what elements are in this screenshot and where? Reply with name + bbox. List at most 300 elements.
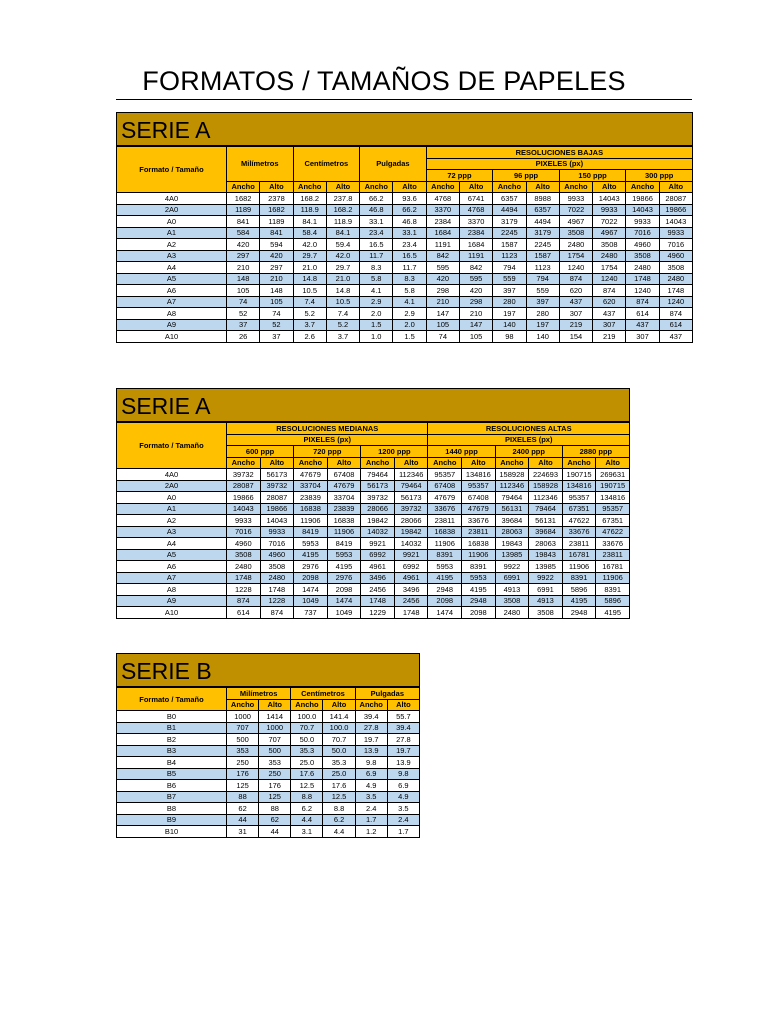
- value-cell: 95357: [596, 503, 630, 515]
- value-cell: 28066: [394, 515, 428, 527]
- value-cell: 9.8: [355, 757, 387, 769]
- dimension-header: Ancho: [428, 457, 462, 469]
- value-cell: 2976: [327, 572, 361, 584]
- value-cell: 8391: [428, 549, 462, 561]
- value-cell: 56173: [260, 469, 294, 481]
- value-cell: 297: [260, 262, 293, 274]
- value-cell: 3496: [361, 572, 395, 584]
- value-cell: 42.0: [293, 239, 326, 251]
- value-cell: 4967: [559, 216, 592, 228]
- value-cell: 13985: [529, 561, 563, 573]
- table-row: [117, 204, 693, 216]
- value-cell: 6992: [394, 561, 428, 573]
- value-cell: 4195: [596, 607, 630, 619]
- value-cell: 62: [259, 814, 291, 826]
- value-cell: 35.3: [291, 745, 323, 757]
- value-cell: 23839: [327, 503, 361, 515]
- value-cell: 6.9: [355, 768, 387, 780]
- value-cell: 437: [626, 319, 659, 331]
- value-cell: 134816: [562, 480, 596, 492]
- value-cell: 3508: [626, 250, 659, 262]
- value-cell: 9922: [495, 561, 529, 573]
- value-cell: 47622: [596, 526, 630, 538]
- value-cell: 13985: [495, 549, 529, 561]
- value-cell: 219: [593, 331, 626, 343]
- value-cell: 9933: [659, 227, 692, 239]
- table-row: [117, 538, 630, 550]
- value-cell: 147: [426, 308, 459, 320]
- value-cell: 197: [493, 308, 526, 320]
- table-row: [117, 285, 693, 297]
- value-cell: 2948: [562, 607, 596, 619]
- value-cell: 2480: [626, 262, 659, 274]
- value-cell: 4967: [593, 227, 626, 239]
- value-cell: 4195: [462, 584, 496, 596]
- value-cell: 5896: [562, 584, 596, 596]
- value-cell: 19842: [394, 526, 428, 538]
- value-cell: 8.3: [360, 262, 393, 274]
- dimension-header: Ancho: [227, 457, 261, 469]
- value-cell: 5896: [596, 595, 630, 607]
- value-cell: 125: [227, 780, 259, 792]
- table-row: [117, 572, 630, 584]
- value-cell: 2098: [294, 572, 328, 584]
- format-name-cell: A9: [117, 595, 227, 607]
- value-cell: 8391: [596, 584, 630, 596]
- value-cell: 28087: [227, 480, 261, 492]
- format-name-cell: 4A0: [117, 193, 227, 205]
- value-cell: 46.8: [360, 204, 393, 216]
- dpi-header: 720 ppp: [294, 446, 361, 458]
- table-row: [117, 607, 630, 619]
- column-group-header: RESOLUCIONES MEDIANAS: [227, 423, 428, 435]
- value-cell: 3508: [593, 239, 626, 251]
- value-cell: 23839: [294, 492, 328, 504]
- value-cell: 737: [294, 607, 328, 619]
- format-name-cell: B2: [117, 734, 227, 746]
- value-cell: 33704: [327, 492, 361, 504]
- value-cell: 11906: [428, 538, 462, 550]
- value-cell: 6.2: [323, 814, 355, 826]
- value-cell: 19866: [227, 492, 261, 504]
- value-cell: 37: [260, 331, 293, 343]
- value-cell: 25.0: [323, 768, 355, 780]
- value-cell: 1754: [559, 250, 592, 262]
- table-row: [117, 722, 420, 734]
- value-cell: 1748: [394, 607, 428, 619]
- format-name-cell: B6: [117, 780, 227, 792]
- value-cell: 2456: [394, 595, 428, 607]
- value-cell: 4.9: [355, 780, 387, 792]
- value-cell: 190715: [562, 469, 596, 481]
- value-cell: 88: [227, 791, 259, 803]
- format-name-cell: A1: [117, 503, 227, 515]
- table-row: [117, 734, 420, 746]
- value-cell: 2.4: [387, 814, 419, 826]
- value-cell: 2098: [428, 595, 462, 607]
- table-row: [117, 584, 630, 596]
- value-cell: 112346: [495, 480, 529, 492]
- table-row: [117, 262, 693, 274]
- value-cell: 307: [626, 331, 659, 343]
- value-cell: 8988: [526, 193, 559, 205]
- value-cell: 134816: [596, 492, 630, 504]
- column-group-header: Pulgadas: [355, 688, 419, 700]
- value-cell: 3.5: [387, 803, 419, 815]
- dpi-header: 1440 ppp: [428, 446, 495, 458]
- value-cell: 1474: [327, 595, 361, 607]
- value-cell: 420: [260, 250, 293, 262]
- table-row: [117, 308, 693, 320]
- value-cell: 1.5: [360, 319, 393, 331]
- value-cell: 33676: [428, 503, 462, 515]
- value-cell: 9933: [260, 526, 294, 538]
- value-cell: 5953: [462, 572, 496, 584]
- value-cell: 1748: [361, 595, 395, 607]
- value-cell: 105: [227, 285, 260, 297]
- value-cell: 79464: [495, 492, 529, 504]
- value-cell: 29.7: [326, 262, 359, 274]
- value-cell: 707: [227, 722, 259, 734]
- value-cell: 93.6: [393, 193, 426, 205]
- format-name-cell: B9: [117, 814, 227, 826]
- table-row: [117, 780, 420, 792]
- value-cell: 3.1: [291, 826, 323, 838]
- format-name-cell: 2A0: [117, 480, 227, 492]
- value-cell: 1.7: [355, 814, 387, 826]
- value-cell: 1191: [459, 250, 492, 262]
- value-cell: 28087: [659, 193, 692, 205]
- value-cell: 168.2: [293, 193, 326, 205]
- value-cell: 56131: [495, 503, 529, 515]
- value-cell: 98: [493, 331, 526, 343]
- value-cell: 28087: [260, 492, 294, 504]
- format-name-cell: A6: [117, 285, 227, 297]
- value-cell: 39732: [361, 492, 395, 504]
- value-cell: 19.7: [355, 734, 387, 746]
- value-cell: 11906: [327, 526, 361, 538]
- value-cell: 23811: [428, 515, 462, 527]
- table-row: [117, 791, 420, 803]
- value-cell: 8.8: [291, 791, 323, 803]
- header-row: [117, 147, 693, 159]
- dimension-header: Alto: [259, 699, 291, 711]
- value-cell: 9922: [529, 572, 563, 584]
- value-cell: 79464: [529, 503, 563, 515]
- dimension-header: Alto: [260, 181, 293, 193]
- value-cell: 112346: [394, 469, 428, 481]
- value-cell: 4768: [459, 204, 492, 216]
- value-cell: 8419: [294, 526, 328, 538]
- value-cell: 52: [227, 308, 260, 320]
- value-cell: 1049: [294, 595, 328, 607]
- value-cell: 14043: [593, 193, 626, 205]
- value-cell: 1.2: [355, 826, 387, 838]
- format-name-cell: B10: [117, 826, 227, 838]
- format-name-cell: B5: [117, 768, 227, 780]
- page-title: FORMATOS / TAMAÑOS DE PAPELES: [142, 66, 626, 96]
- dpi-header: 600 ppp: [227, 446, 294, 458]
- table-row: [117, 757, 420, 769]
- value-cell: 14032: [394, 538, 428, 550]
- serie-a-low-resolution-section: [116, 112, 693, 343]
- value-cell: 25.0: [291, 757, 323, 769]
- value-cell: 1240: [659, 296, 692, 308]
- value-cell: 2.9: [393, 308, 426, 320]
- value-cell: 397: [493, 285, 526, 297]
- format-name-cell: A5: [117, 549, 227, 561]
- value-cell: 95357: [562, 492, 596, 504]
- value-cell: 2480: [593, 250, 626, 262]
- dimension-header: Alto: [394, 457, 428, 469]
- table-row: [117, 193, 693, 205]
- value-cell: 614: [659, 319, 692, 331]
- value-cell: 1.7: [387, 826, 419, 838]
- value-cell: 219: [559, 319, 592, 331]
- value-cell: 58.4: [293, 227, 326, 239]
- value-cell: 23811: [462, 526, 496, 538]
- value-cell: 14043: [659, 216, 692, 228]
- format-name-cell: A9: [117, 319, 227, 331]
- value-cell: 47679: [462, 503, 496, 515]
- header-row: [117, 423, 630, 435]
- value-cell: 397: [526, 296, 559, 308]
- value-cell: 298: [459, 296, 492, 308]
- value-cell: 210: [260, 273, 293, 285]
- value-cell: 3508: [227, 549, 261, 561]
- value-cell: 19866: [260, 503, 294, 515]
- value-cell: 4494: [493, 204, 526, 216]
- value-cell: 224693: [529, 469, 563, 481]
- value-cell: 16838: [428, 526, 462, 538]
- value-cell: 33676: [562, 526, 596, 538]
- value-cell: 16.5: [360, 239, 393, 251]
- value-cell: 6991: [529, 584, 563, 596]
- value-cell: 307: [559, 308, 592, 320]
- value-cell: 842: [459, 262, 492, 274]
- value-cell: 42.0: [326, 250, 359, 262]
- paper-size-table: [116, 422, 630, 619]
- dimension-header: Alto: [327, 457, 361, 469]
- value-cell: 16.5: [393, 250, 426, 262]
- value-cell: 3508: [659, 262, 692, 274]
- value-cell: 1754: [593, 262, 626, 274]
- dimension-header: Ancho: [294, 457, 328, 469]
- format-name-cell: 2A0: [117, 204, 227, 216]
- table-row: [117, 503, 630, 515]
- value-cell: 12.5: [291, 780, 323, 792]
- value-cell: 1123: [493, 250, 526, 262]
- column-group-header: Pulgadas: [360, 147, 427, 182]
- table-row: [117, 768, 420, 780]
- value-cell: 11906: [562, 561, 596, 573]
- value-cell: 31: [227, 826, 259, 838]
- format-name-cell: A3: [117, 250, 227, 262]
- dpi-header: 1200 ppp: [361, 446, 428, 458]
- table-row: [117, 469, 630, 481]
- value-cell: 11906: [596, 572, 630, 584]
- value-cell: 67351: [562, 503, 596, 515]
- value-cell: 2384: [459, 227, 492, 239]
- value-cell: 2098: [462, 607, 496, 619]
- format-name-cell: A7: [117, 296, 227, 308]
- value-cell: 280: [526, 308, 559, 320]
- value-cell: 9921: [361, 538, 395, 550]
- table-row: [117, 515, 630, 527]
- value-cell: 140: [493, 319, 526, 331]
- value-cell: 614: [626, 308, 659, 320]
- value-cell: 176: [227, 768, 259, 780]
- value-cell: 37: [227, 319, 260, 331]
- value-cell: 420: [426, 273, 459, 285]
- serie-b-section: [116, 653, 420, 838]
- format-name-cell: B3: [117, 745, 227, 757]
- value-cell: 2948: [462, 595, 496, 607]
- value-cell: 23811: [562, 538, 596, 550]
- column-group-header: Centímetros: [291, 688, 355, 700]
- value-cell: 8419: [327, 538, 361, 550]
- value-cell: 2.9: [360, 296, 393, 308]
- dimension-header: Alto: [393, 181, 426, 193]
- table-row: [117, 216, 693, 228]
- value-cell: 16781: [562, 549, 596, 561]
- value-cell: 56173: [394, 492, 428, 504]
- value-cell: 56131: [529, 515, 563, 527]
- value-cell: 12.5: [323, 791, 355, 803]
- value-cell: 3508: [495, 595, 529, 607]
- table-row: [117, 561, 630, 573]
- value-cell: 95357: [428, 469, 462, 481]
- value-cell: 28063: [529, 538, 563, 550]
- value-cell: 3179: [493, 216, 526, 228]
- dimension-header: Alto: [387, 699, 419, 711]
- value-cell: 33.1: [393, 227, 426, 239]
- value-cell: 842: [426, 250, 459, 262]
- value-cell: 27.8: [387, 734, 419, 746]
- format-name-cell: A2: [117, 515, 227, 527]
- value-cell: 297: [227, 250, 260, 262]
- value-cell: 33.1: [360, 216, 393, 228]
- table-row: [117, 250, 693, 262]
- value-cell: 14043: [260, 515, 294, 527]
- value-cell: 4768: [426, 193, 459, 205]
- value-cell: 100.0: [323, 722, 355, 734]
- value-cell: 3508: [559, 227, 592, 239]
- format-name-cell: A0: [117, 492, 227, 504]
- value-cell: 16838: [327, 515, 361, 527]
- value-cell: 2480: [659, 273, 692, 285]
- value-cell: 33676: [596, 538, 630, 550]
- value-cell: 2.4: [355, 803, 387, 815]
- value-cell: 298: [426, 285, 459, 297]
- value-cell: 3370: [426, 204, 459, 216]
- value-cell: 4960: [260, 549, 294, 561]
- value-cell: 4.1: [393, 296, 426, 308]
- value-cell: 14.8: [326, 285, 359, 297]
- value-cell: 500: [259, 745, 291, 757]
- value-cell: 47679: [294, 469, 328, 481]
- dimension-header: Ancho: [361, 457, 395, 469]
- value-cell: 67408: [462, 492, 496, 504]
- format-name-cell: B4: [117, 757, 227, 769]
- value-cell: 594: [260, 239, 293, 251]
- value-cell: 5.2: [326, 319, 359, 331]
- value-cell: 14043: [626, 204, 659, 216]
- table-row: [117, 492, 630, 504]
- dimension-header: Alto: [659, 181, 692, 193]
- value-cell: 559: [493, 273, 526, 285]
- value-cell: 1474: [428, 607, 462, 619]
- value-cell: 33676: [462, 515, 496, 527]
- value-cell: 67408: [428, 480, 462, 492]
- value-cell: 8391: [562, 572, 596, 584]
- value-cell: 4.4: [291, 814, 323, 826]
- value-cell: 841: [260, 227, 293, 239]
- value-cell: 3508: [529, 607, 563, 619]
- value-cell: 1587: [526, 250, 559, 262]
- value-cell: 2456: [361, 584, 395, 596]
- value-cell: 118.9: [293, 204, 326, 216]
- value-cell: 2.0: [360, 308, 393, 320]
- paper-size-table: [116, 146, 693, 343]
- pixels-subheader: PIXELES (px): [428, 434, 630, 446]
- table-row: [117, 239, 693, 251]
- dimension-header: Alto: [593, 181, 626, 193]
- value-cell: 17.6: [291, 768, 323, 780]
- value-cell: 1684: [459, 239, 492, 251]
- format-name-cell: A10: [117, 607, 227, 619]
- value-cell: 148: [227, 273, 260, 285]
- table-row: [117, 745, 420, 757]
- value-cell: 39684: [529, 526, 563, 538]
- value-cell: 16781: [596, 561, 630, 573]
- value-cell: 47679: [327, 480, 361, 492]
- value-cell: 5.8: [360, 273, 393, 285]
- table-row: [117, 319, 693, 331]
- dimension-header: Ancho: [562, 457, 596, 469]
- value-cell: 2480: [260, 572, 294, 584]
- value-cell: 353: [259, 757, 291, 769]
- value-cell: 26: [227, 331, 260, 343]
- value-cell: 16838: [462, 538, 496, 550]
- value-cell: 614: [227, 607, 261, 619]
- value-cell: 794: [526, 273, 559, 285]
- value-cell: 874: [227, 595, 261, 607]
- column-group-header: RESOLUCIONES ALTAS: [428, 423, 630, 435]
- format-size-header: Formato / Tamaño: [117, 147, 227, 193]
- format-size-header: Formato / Tamaño: [117, 688, 227, 711]
- value-cell: 84.1: [293, 216, 326, 228]
- column-group-header: Milímetros: [227, 147, 294, 182]
- value-cell: 5.8: [393, 285, 426, 297]
- value-cell: 2245: [493, 227, 526, 239]
- value-cell: 16838: [294, 503, 328, 515]
- value-cell: 9921: [394, 549, 428, 561]
- table-row: [117, 814, 420, 826]
- value-cell: 19843: [495, 538, 529, 550]
- dimension-header: Alto: [526, 181, 559, 193]
- value-cell: 70.7: [291, 722, 323, 734]
- value-cell: 5953: [294, 538, 328, 550]
- value-cell: 6357: [493, 193, 526, 205]
- value-cell: 1189: [227, 204, 260, 216]
- value-cell: 66.2: [360, 193, 393, 205]
- value-cell: 3496: [394, 584, 428, 596]
- value-cell: 190715: [596, 480, 630, 492]
- value-cell: 6741: [459, 193, 492, 205]
- value-cell: 874: [260, 607, 294, 619]
- value-cell: 56173: [361, 480, 395, 492]
